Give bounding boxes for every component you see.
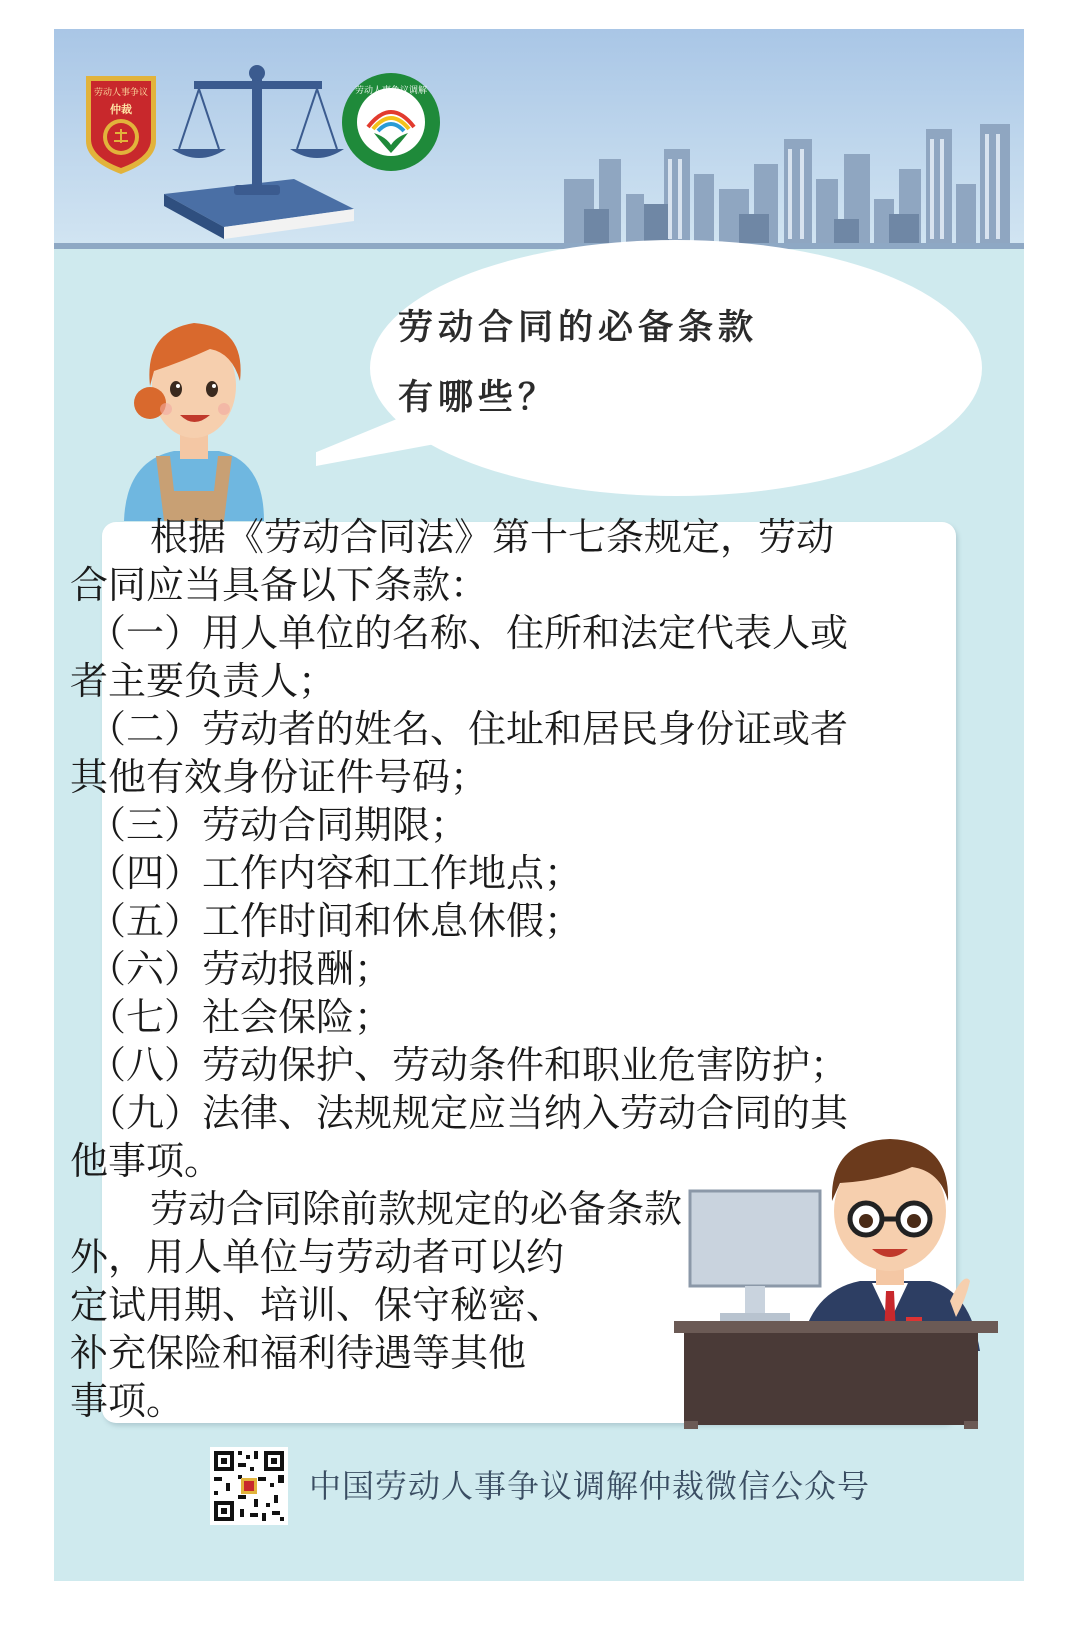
article-line: （五）工作时间和休息休假； bbox=[88, 899, 583, 943]
article-line: （三）劳动合同期限； bbox=[88, 803, 469, 847]
article-line: （二）劳动者的姓名、住址和居民身份证或者 bbox=[88, 707, 849, 751]
article-line: （四）工作内容和工作地点； bbox=[88, 851, 583, 895]
arbitration-badge-icon bbox=[81, 71, 161, 176]
badge-line2: 仲裁 bbox=[110, 103, 132, 116]
article-line: （六）劳动报酬； bbox=[88, 947, 393, 991]
article-line: 外，用人单位与劳动者可以约 bbox=[70, 1235, 565, 1279]
article-line: 者主要负责人； bbox=[70, 659, 337, 703]
qr-code-icon[interactable] bbox=[210, 1447, 288, 1525]
bubble-line2: 有哪些？ bbox=[398, 377, 559, 418]
bubble-line1: 劳动合同的必备条款 bbox=[398, 307, 759, 348]
article-line: （七）社会保险； bbox=[88, 995, 393, 1039]
bubble-question bbox=[398, 293, 918, 433]
badge-line1: 劳动人事争议 bbox=[93, 88, 149, 98]
mediation-logo-icon bbox=[340, 71, 442, 173]
article-line: （八）劳动保护、劳动条件和职业危害防护； bbox=[88, 1043, 849, 1087]
footer bbox=[54, 1419, 1024, 1581]
article-line: （一）用人单位的名称、住所和法定代表人或 bbox=[88, 611, 849, 655]
article-line: 合同应当具备以下条款： bbox=[70, 563, 489, 607]
article-text bbox=[70, 513, 950, 1425]
header-banner bbox=[54, 29, 1024, 249]
article-line: 其他有效身份证件号码； bbox=[70, 755, 489, 799]
article-line: 定试用期、培训、保守秘密、 bbox=[70, 1283, 565, 1327]
city-skyline-illustration bbox=[544, 119, 1024, 249]
scales-of-justice-icon bbox=[154, 59, 364, 244]
article-line: 劳动合同除前款规定的必备条款 bbox=[150, 1187, 683, 1231]
article-line: （九）法律、法规规定应当纳入劳动合同的其 bbox=[88, 1091, 849, 1135]
article-line: 补充保险和福利待遇等其他 bbox=[70, 1331, 527, 1375]
article-line: 事项。 bbox=[70, 1379, 185, 1423]
woman-character-illustration bbox=[114, 291, 274, 521]
logo-ring-text: 劳动人事争议调解 bbox=[354, 86, 428, 96]
footer-account-name: 中国劳动人事争议调解仲裁微信公众号 bbox=[309, 1467, 871, 1505]
article-line: 他事项。 bbox=[70, 1139, 223, 1183]
article-line: 根据《劳动合同法》第十七条规定，劳动 bbox=[150, 515, 835, 559]
